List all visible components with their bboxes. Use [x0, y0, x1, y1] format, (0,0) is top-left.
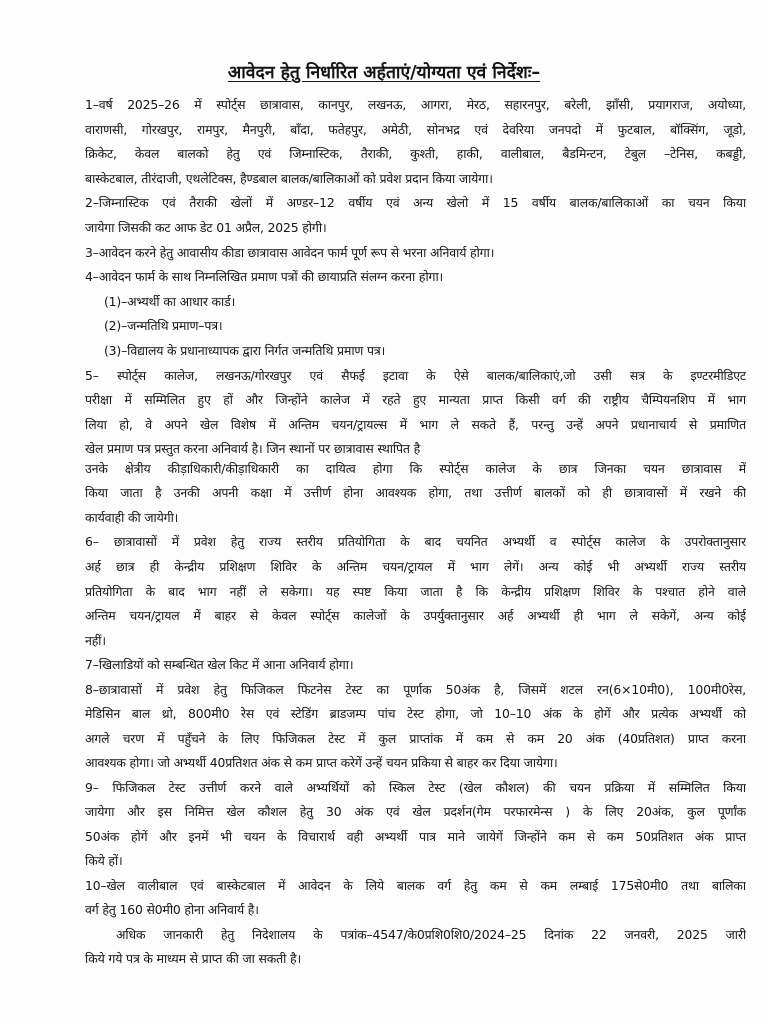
- text-line: 50अंक होगें और इनमें भी चयन के विचारार्थ वही अभ्यर्थी पात्र माने जायेगें जिन्होंने कम से कम 50प्रतिशत अंक प्राप्त: [85, 829, 746, 844]
- text-line: बास्केटबाल, तीरंदाजी, एथलेटिक्स, हैण्डबाल बालक/बालिकाओं को प्रवेश प्रदान किया जायेगा।: [85, 171, 493, 186]
- text-line: 5– स्पोर्ट्स कालेज, लखनऊ/गोरखपुर एवं सैफई इटावा के ऐसे बालक/बालिकाएं,जो उसी सत्र के इण्टरमीडिएट: [85, 368, 746, 383]
- text-line: कार्यवाही की जायेगी।: [85, 510, 179, 525]
- text-line: आवश्यक होगा। जो अभ्यर्थी 40प्रतिशत अंक से कम प्राप्त करेगें उन्हें चयन प्रकिया से बाहर कर दिया जायेगा।: [85, 755, 558, 770]
- text-line: लिया हो, वे अपने खेल विशेष में अन्तिम चयन/ट्रायल्स में भाग ले सकते हैं, परन्तु उन्हें अपने प्रधानाचार्य से प्रमाणित: [85, 417, 746, 432]
- text-line: किया जाता है उनकी अपनी कक्षा में उत्तीर्ण होना आवश्यक होगा, तथा उत्तीर्ण बालकों को ही छात्रावासों में रखने की: [85, 485, 746, 500]
- text-line: 2–जिम्नास्टिक एवं तैराकी खेलों में अण्डर–12 वर्षीय एवं अन्य खेलो में 15 वर्षीय बालक/बालिकाओं का चयन किया: [85, 195, 746, 210]
- text-line: अर्ह छात्र ही केन्द्रीय प्रशिक्षण शिविर के अन्तिम चयन/ट्रायल में भाग लेगें। अन्य कोई भी अभ्यर्थी राज्य स्तरीय: [85, 559, 746, 574]
- document-title: आवेदन हेतु निर्धारित अर्हताएं/योग्यता एवं निर्देशः–: [227, 63, 541, 83]
- text-line: 1–वर्ष 2025–26 में स्पोर्ट्स छात्रावास, कानपुर, लखनऊ, आगरा, मेरठ, सहारनपुर, बरेली, झाँसी, प्रयागराज, अयोध्या,: [85, 97, 746, 112]
- text-line: परीक्षा में सम्मिलित हुए हों और जिन्होंने कालेज में रहते हुए मान्यता प्राप्त किसी वर्ग की राष्ट्रीय चैम्पियनशिप में भाग: [85, 392, 746, 407]
- text-line: अधिक जानकारी हेतु निदेशालय के पत्रांक–4547/के0प्रशि0शि0/2024–25 दिनांक 22 जनवरी, 2025 जारी: [116, 927, 746, 942]
- text-line: जायेगा और इस निमित्त खेल कौशल हेतु 30 अंक एवं खेल प्रदर्शन(गेम परफारमेन्स ) के लिए 20अंक, कुल पूर्णांक: [85, 804, 746, 819]
- text-line: (2)–जन्मतिथि प्रमाण–पत्र।: [104, 318, 223, 333]
- text-line: नहीं।: [85, 633, 106, 648]
- text-line: (3)–विद्यालय के प्रधानाध्यापक द्वारा निर्गत जन्मतिथि प्रमाण पत्र।: [104, 343, 386, 358]
- text-line: वाराणसी, गोरखपुर, रामपुर, मैनपुरी, बाँदा, फतेहपुर, अमेठी, सोनभद्र एवं देवरिया जनपदो में फुटबाल, बॉक्सिंग, जूडो,: [85, 122, 746, 137]
- text-line: 3–आवेदन करने हेतु आवासीय कीडा छात्रावास आवेदन फार्म पूर्ण रूप से भरना अनिवार्य होगा।: [85, 245, 495, 260]
- text-line: 10–खेल वालीबाल एवं बास्केटबाल में आवेदन के लिये बालक वर्ग हेतु कम से कम लम्बाई 175से0मी0 तथा बालिका: [85, 878, 746, 893]
- text-line: उनके क्षेत्रीय कीड़ाधिकारी/कीड़ाधिकारी का दायित्व होगा कि स्पोर्ट्स कालेज के छात्र जिनका चयन छात्रावास में: [85, 461, 746, 476]
- text-line: क्रिकेट, केवल बालको हेतु एवं जिम्नास्टिक, तैराकी, कुश्ती, हाकी, वालीबाल, बैडमिन्टन, टेबुल –टेनिस, कबड्डी,: [85, 146, 746, 161]
- text-line: खेल प्रमाण पत्र प्रस्तुत करना अनिवार्य है। जिन स्थानों पर छात्रावास स्थापित है: [85, 441, 421, 456]
- text-line: किये हों।: [85, 853, 123, 868]
- text-line: 7–खिलाडियों को सम्बन्धित खेल किट में आना अनिवार्य होगा।: [85, 657, 354, 672]
- text-line: 6– छात्रावासों में प्रवेश हेतु राज्य स्तरीय प्रतियोगिता के बाद चयनित अभ्यर्थी व स्पोर्ट्स कालेज के उपरोक्तानुसार: [85, 534, 746, 549]
- text-line: प्रतियोगिता के बाद भाग नहीं ले सकेगा। यह स्पष्ट किया जाता है कि केन्द्रीय प्रशिक्षण शिविर के पश्चात होने वाले: [85, 584, 746, 599]
- text-line: 4–आवेदन फार्म के साथ निम्नलिखित प्रमाण पत्रों की छायाप्रति संलग्न करना होगा।: [85, 269, 444, 284]
- text-line: (1)–अभ्यर्थी का आधार कार्ड।: [104, 294, 236, 309]
- text-line: 8–छात्रावासों में प्रवेश हेतु फिजिकल फिटनेस टेस्ट का पूर्णाक 50अंक है, जिसमें शटल रन(6×10मी0), 100मी0रेस,: [85, 682, 746, 697]
- text-line: मेडिसिन बाल थ्रो, 800मी0 रेस एवं स्टेडिंग ब्राडजम्प पांच टेस्ट होगा, जो 10–10 अंक के होगें और प्रत्येक अभ्यर्थी को: [85, 706, 746, 721]
- text-line: किये गये पत्र के माध्यम से प्राप्त की जा सकती है।: [85, 951, 302, 966]
- text-line: वर्ग हेतु 160 से0मी0 होना अनिवार्य है।: [85, 902, 259, 917]
- text-line: 9– फिजिकल टेस्ट उत्तीर्ण करने वाले अभ्यर्थियों को स्किल टेस्ट (खेल कौशल) की चयन प्रक्रिया में सम्मिलित किया: [85, 780, 746, 795]
- text-line: अगले चरण में पहुँचने के लिए फिजिकल टेस्ट में कुल प्राप्तांक में कम से कम 20 अंक (40प्रतिशत) प्राप्त करना: [85, 731, 746, 746]
- text-line: जायेगा जिसकी कट आफ डेट 01 अप्रैल, 2025 होगी।: [85, 220, 327, 235]
- text-line: अन्तिम चयन/ट्रायल में बाहर से केवल स्पोर्ट्स कालेजों के उपर्युक्तानुसार अर्ह अभ्यर्थी ही भाग ले सकेगें, अन्य कोई: [85, 608, 746, 623]
